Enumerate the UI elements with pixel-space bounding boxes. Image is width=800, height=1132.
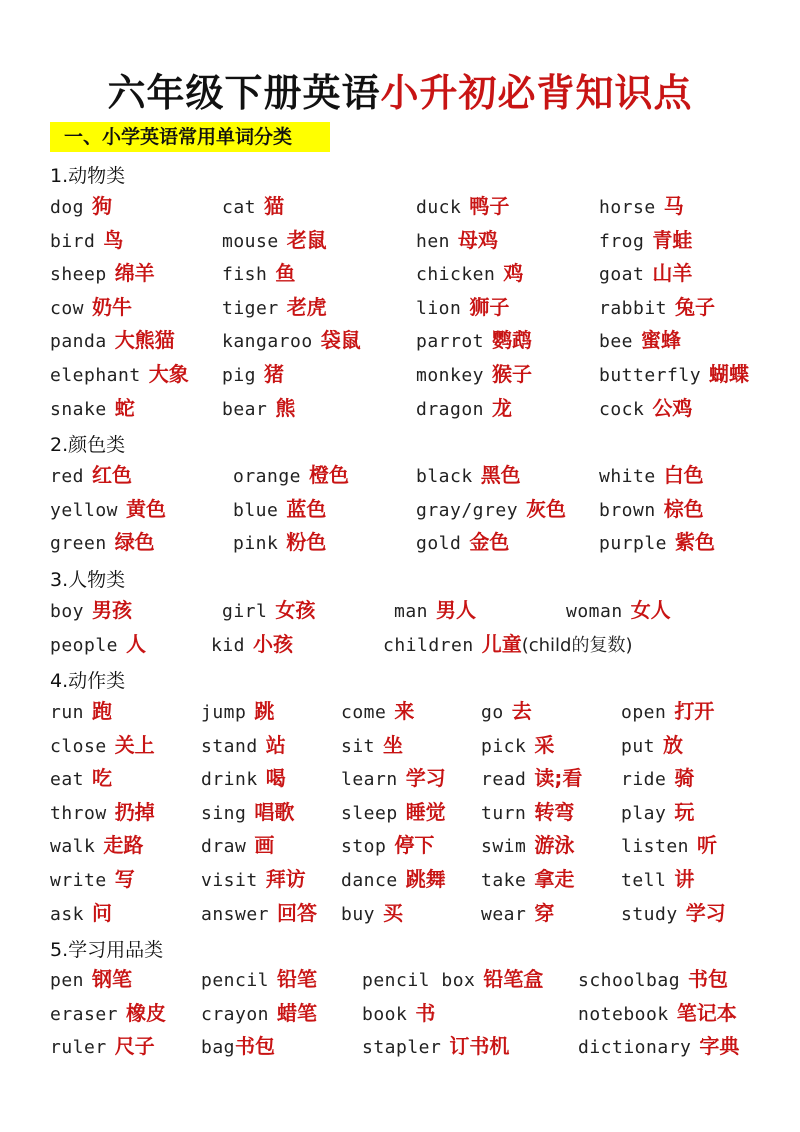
word-entry [201,733,286,759]
word-english: put [621,735,656,757]
word-chinese: 书包 [688,967,729,991]
word-entry [481,833,574,859]
word-english: white [599,466,656,487]
word-chinese: 学习 [685,900,726,925]
word-english: close [50,735,107,757]
word-entry [50,699,112,725]
category-heading-colors: 2.颜色类 [50,434,126,456]
word-chinese: 狮子 [469,294,510,319]
word-english: sheep [50,264,107,286]
section-heading-label: 一、小学英语常用单词分类 [64,126,293,148]
word-entry [621,833,717,859]
word-chinese: 鸟 [103,227,124,252]
word-english: pencil [201,970,270,991]
word-entry [50,1001,166,1027]
word-entry [341,867,446,893]
word-chinese: 去 [511,699,532,723]
word-chinese: 蜜蜂 [641,328,682,353]
word-english: dragon [416,398,485,420]
word-chinese: 打开 [674,699,715,723]
word-english: throw [50,802,107,824]
word-english: pig [222,365,257,386]
word-entry [578,967,728,993]
word-chinese: 兔子 [675,294,716,319]
word-entry [222,295,327,321]
word-chinese: 唱歌 [254,799,295,824]
word-entry [201,833,274,859]
word-chinese: 龙 [492,395,513,420]
category-heading-animals: 1.动物类 [50,165,126,187]
word-entry [578,1001,737,1027]
word-entry [201,967,317,993]
word-chinese: 笔记本 [676,1000,737,1025]
word-english: visit [201,870,258,891]
word-entry [50,261,155,287]
word-entry [50,632,146,658]
word-chinese: 灰色 [526,496,567,521]
word-entry [481,733,554,759]
word-entry [222,228,327,254]
word-english: duck [416,197,462,218]
word-chinese: 熊 [275,395,296,420]
word-chinese: 老虎 [286,294,327,319]
word-english: cat [222,197,257,218]
word-entry [566,598,671,624]
word-chinese: 钢笔 [92,967,133,991]
word-english: green [50,533,107,555]
word-chinese: 听 [697,833,718,858]
word-entry [416,228,498,254]
word-english: bird [50,230,96,252]
word-entry [416,362,532,388]
word-entry [416,396,512,422]
word-english: bag [201,1037,236,1059]
word-entry [222,328,361,354]
word-entry [341,800,446,826]
word-entry [621,800,694,826]
word-english: hen [416,230,451,252]
word-english: parrot [416,331,485,353]
word-chinese: 放 [663,732,684,757]
word-english: notebook [578,1003,669,1025]
word-chinese: 青蛙 [652,227,693,252]
category-heading-people: 3.人物类 [50,569,126,591]
word-english: kangaroo [222,331,313,353]
word-entry [416,295,509,321]
word-entry [362,1034,509,1060]
word-english: gray/grey [416,499,519,521]
word-entry [621,901,726,927]
word-entry [50,598,132,624]
word-english: draw [201,836,247,858]
word-english: dictionary [578,1037,692,1059]
word-chinese: 铅笔盒 [483,967,544,991]
word-entry [599,261,692,287]
word-chinese: 橡皮 [126,1000,167,1025]
word-entry [481,901,554,927]
word-chinese: 猪 [264,362,285,386]
word-chinese: 奶牛 [92,294,133,319]
word-chinese: 采 [534,732,555,757]
word-english: drink [201,769,258,791]
word-english: yellow [50,499,119,521]
word-chinese: 橙色 [309,463,350,487]
word-english: sit [341,735,376,757]
word-english: cock [599,398,645,420]
word-chinese: 紫色 [675,530,716,555]
word-note: (child的复数) [521,634,633,656]
word-entry [621,699,714,725]
word-english: snake [50,398,107,420]
word-chinese: 猴子 [492,362,533,386]
word-entry [50,1034,155,1060]
word-english: take [481,870,527,891]
word-chinese: 黄色 [126,496,167,521]
word-chinese: 喝 [265,766,286,791]
word-chinese: 老鼠 [286,227,327,252]
word-english: tiger [222,297,279,319]
word-chinese: 鹦鹉 [492,328,533,353]
word-english: stop [341,836,387,858]
word-chinese: 拿走 [534,867,575,891]
word-entry [481,867,574,893]
word-chinese: 儿童 [481,631,522,656]
word-chinese: 坐 [383,732,404,757]
word-english: cow [50,297,85,319]
word-english: pencil box [362,970,476,991]
word-english: elephant [50,365,141,386]
word-entry [383,632,632,658]
word-english: horse [599,197,656,218]
word-entry [599,295,715,321]
word-english: ask [50,903,85,925]
word-english: woman [566,601,623,622]
word-entry [621,733,683,759]
word-english: man [394,601,429,622]
word-english: ruler [50,1037,107,1059]
word-entry [341,901,403,927]
word-entry [341,733,403,759]
word-chinese: 跳 [254,699,275,723]
word-entry [341,699,414,725]
word-chinese: 转弯 [534,799,575,824]
word-chinese: 来 [394,699,415,723]
word-chinese: 吃 [92,766,113,791]
word-entry [416,194,509,220]
word-entry [599,396,692,422]
word-chinese: 扔掉 [114,799,155,824]
word-entry [362,1001,435,1027]
word-english: pen [50,970,85,991]
word-english: swim [481,836,527,858]
word-english: brown [599,499,656,521]
word-chinese: 粉色 [286,530,327,555]
word-chinese: 问 [92,900,113,925]
word-entry [416,497,566,523]
word-english: learn [341,769,398,791]
word-english: bee [599,331,634,353]
word-entry [50,867,135,893]
word-entry [201,1001,317,1027]
word-chinese: 白色 [663,463,704,487]
word-chinese: 铅笔 [277,967,318,991]
word-chinese: 袋鼠 [320,328,361,353]
word-chinese: 蓝色 [286,496,327,521]
word-entry [50,901,112,927]
word-chinese: 人 [126,631,147,656]
word-chinese: 写 [114,867,135,891]
word-entry [201,766,286,792]
word-entry [599,530,715,556]
word-entry [50,800,155,826]
word-chinese: 穿 [534,900,555,925]
word-entry [50,497,166,523]
word-english: book [362,1003,408,1025]
word-entry [233,497,326,523]
word-entry [394,598,476,624]
word-english: wear [481,903,527,925]
word-entry [50,228,123,254]
word-entry [201,699,274,725]
word-chinese: 鱼 [275,261,296,286]
title-part1: 六年级下册英语 [107,71,381,115]
word-chinese: 绿色 [114,530,155,555]
word-english: girl [222,601,268,622]
word-entry [599,497,704,523]
word-english: answer [201,903,270,925]
word-entry [50,463,132,489]
word-chinese: 公鸡 [652,395,693,420]
word-entry [222,362,284,388]
word-chinese: 猫 [264,194,285,218]
word-chinese: 金色 [469,530,510,555]
word-english: frog [599,230,645,252]
word-english: schoolbag [578,970,681,991]
word-chinese: 尺子 [114,1034,155,1059]
word-english: children [383,634,474,656]
word-chinese: 学习 [405,766,446,791]
word-entry [50,328,175,354]
word-entry [599,194,684,220]
word-chinese: 小孩 [253,631,294,656]
word-entry [233,530,326,556]
word-chinese: 骑 [674,766,695,791]
word-entry [599,228,692,254]
word-english: sleep [341,802,398,824]
category-heading-stationery: 5.学习用品类 [50,939,164,961]
word-english: kid [211,634,246,656]
word-chinese: 鸡 [503,261,524,286]
word-entry [362,967,543,993]
word-english: black [416,466,473,487]
word-chinese: 女人 [630,598,671,622]
word-english: crayon [201,1003,270,1025]
word-chinese: 停下 [394,833,435,858]
word-entry [222,261,295,287]
word-english: rabbit [599,297,668,319]
word-entry [341,766,446,792]
word-chinese: 回答 [277,900,318,925]
word-english: buy [341,903,376,925]
word-entry [621,867,694,893]
word-english: stapler [362,1037,442,1059]
word-entry [621,766,694,792]
word-english: panda [50,331,107,353]
word-english: boy [50,601,85,622]
word-entry [416,261,523,287]
word-entry [50,194,112,220]
word-chinese: 女孩 [275,598,316,622]
word-english: study [621,903,678,925]
word-chinese: 蜡笔 [277,1000,318,1025]
word-chinese: 走路 [103,833,144,858]
word-english: mouse [222,230,279,252]
word-chinese: 绵羊 [114,261,155,286]
word-english: pink [233,533,279,555]
word-entry [416,463,521,489]
word-english: fish [222,264,268,286]
word-english: walk [50,836,96,858]
word-english: pick [481,735,527,757]
word-chinese: 关上 [114,732,155,757]
word-chinese: 跳舞 [405,867,446,891]
word-english: monkey [416,365,485,386]
word-chinese: 游泳 [534,833,575,858]
word-english: orange [233,466,302,487]
word-entry [50,295,132,321]
word-english: chicken [416,264,496,286]
word-entry [481,766,582,792]
word-entry [50,833,143,859]
word-entry [222,194,284,220]
word-english: gold [416,533,462,555]
word-english: ride [621,769,667,791]
word-entry [201,867,306,893]
word-entry [50,967,132,993]
word-english: dog [50,197,85,218]
word-entry [481,699,532,725]
word-entry [201,901,317,927]
word-entry [201,1034,275,1060]
word-english: turn [481,802,527,824]
word-entry [599,328,681,354]
word-entry [481,800,574,826]
word-chinese: 字典 [699,1034,740,1059]
word-english: eat [50,769,85,791]
word-entry [599,463,704,489]
word-chinese: 读;看 [534,766,583,791]
word-chinese: 黑色 [480,463,521,487]
word-english: blue [233,499,279,521]
word-english: dance [341,870,398,891]
word-chinese: 大熊猫 [114,328,175,353]
word-entry [50,733,155,759]
word-entry [233,463,349,489]
word-entry [599,362,749,388]
word-chinese: 马 [663,194,684,218]
word-chinese: 书 [415,1000,436,1025]
word-entry [50,396,135,422]
word-english: goat [599,264,645,286]
word-chinese: 红色 [92,463,133,487]
word-english: read [481,769,527,791]
title-part2: 小升初必背知识点 [380,71,693,115]
word-entry [211,632,293,658]
word-chinese: 订书机 [449,1034,510,1059]
word-chinese: 蛇 [114,395,135,420]
category-heading-actions: 4.动作类 [50,670,126,692]
word-entry [50,766,112,792]
word-chinese: 大象 [148,362,189,386]
word-entry [50,362,189,388]
word-entry [416,328,532,354]
word-chinese: 玩 [674,799,695,824]
word-english: eraser [50,1003,119,1025]
word-chinese: 书包 [235,1034,276,1059]
word-chinese: 买 [383,900,404,925]
word-chinese: 山羊 [652,261,693,286]
word-english: run [50,702,85,723]
word-english: jump [201,702,247,723]
word-english: play [621,802,667,824]
word-english: red [50,466,85,487]
word-chinese: 跑 [92,699,113,723]
word-chinese: 男孩 [92,598,133,622]
word-english: stand [201,735,258,757]
word-chinese: 男人 [436,598,477,622]
word-english: sing [201,802,247,824]
word-english: lion [416,297,462,319]
word-chinese: 睡觉 [405,799,446,824]
word-chinese: 狗 [92,194,113,218]
word-chinese: 蝴蝶 [709,362,750,386]
word-entry [201,800,294,826]
word-entry [222,396,295,422]
page-title [0,62,800,117]
word-entry [50,530,155,556]
word-chinese: 讲 [674,867,695,891]
word-chinese: 鸭子 [469,194,510,218]
word-entry [578,1034,739,1060]
word-english: open [621,702,667,723]
word-english: write [50,870,107,891]
word-chinese: 画 [254,833,275,858]
word-entry [416,530,509,556]
word-english: listen [621,836,690,858]
word-english: bear [222,398,268,420]
word-english: come [341,702,387,723]
word-chinese: 棕色 [663,496,704,521]
word-chinese: 拜访 [265,867,306,891]
word-english: people [50,634,119,656]
word-chinese: 母鸡 [458,227,499,252]
word-english: go [481,702,504,723]
word-entry [341,833,434,859]
word-chinese: 站 [265,732,286,757]
word-entry [222,598,315,624]
word-english: tell [621,870,667,891]
word-english: butterfly [599,365,702,386]
section-heading [50,122,330,152]
word-english: purple [599,533,668,555]
